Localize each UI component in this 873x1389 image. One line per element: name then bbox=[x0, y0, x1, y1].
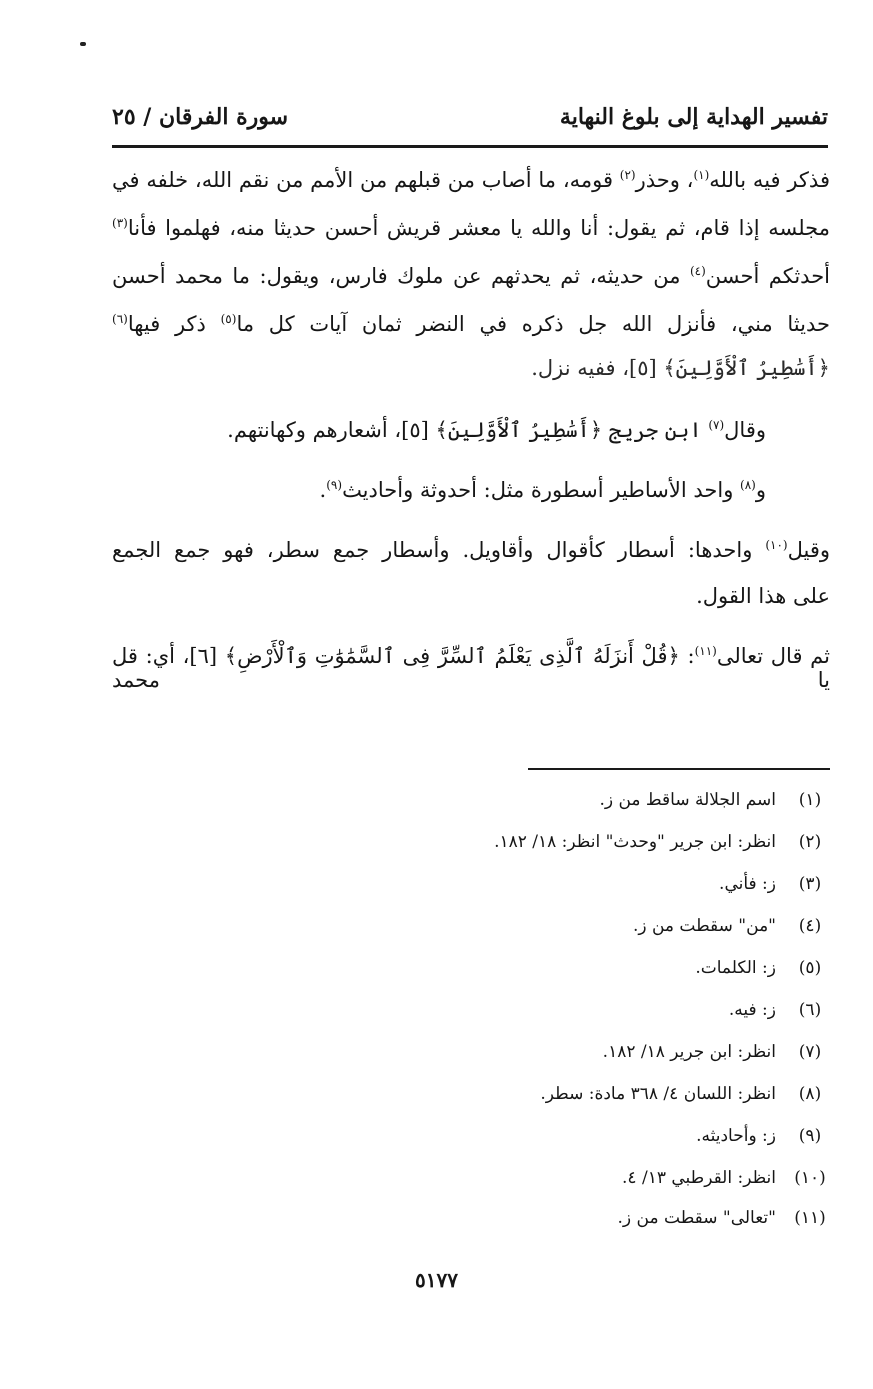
text-line-3: أحدثكم أحسن$^{(٤)}$ من حديثه، ثم يحدثهم عن ملوك فارس، ويقول: ما محمد أحسن bbox=[112, 264, 831, 288]
scan-speck bbox=[80, 42, 86, 46]
paragraph-qila-line-2: على هذا القول. bbox=[696, 584, 830, 608]
footnote-rule bbox=[528, 768, 830, 770]
footnote-3: (٣)ز: فأني. bbox=[719, 874, 822, 894]
footnote-10: (١٠)انظر: القرطبي ١٣/ ٤. bbox=[622, 1168, 826, 1188]
text-line-5: ﴿أَسَٰطِيرُ ٱلْأَوَّلِينَ﴾ [٥]، ففيه نزل. bbox=[531, 356, 830, 380]
book-title: تفسير الهداية إلى بلوغ النهاية bbox=[559, 104, 828, 130]
footnote-11: (١١)"تعالى" سقطت من ز. bbox=[617, 1208, 826, 1228]
paragraph-asatir: و$^{(٨)}$ واحد الأساطير أسطورة مثل: أحدوثة وأحاديث$^{(٩)}$. bbox=[319, 478, 766, 502]
text-line-4: حديثا مني، فأنزل الله جل ذكره في النضر ثمان آيات كل ما$^{(٥)}$ ذكر فيها$^{(٦)}$ bbox=[112, 312, 830, 336]
footnote-7: (٧)انظر: ابن جرير ١٨/ ١٨٢. bbox=[602, 1042, 822, 1062]
running-header bbox=[112, 104, 828, 144]
page-number: ٥١٧٧ bbox=[415, 1268, 458, 1292]
footnote-4: (٤)"من" سقطت من ز. bbox=[632, 916, 822, 936]
paragraph-qila-line-1: وقيل$^{(١٠)}$ واحدها: أسطار كأقوال وأقاويل. وأسطار جمع سطر، فهو جمع الجمع bbox=[112, 538, 830, 562]
footnote-5: (٥)ز: الكلمات. bbox=[695, 958, 822, 978]
text-line-2: مجلسه إذا قام، ثم يقول: أنا والله يا معشر قريش أحسن حديثا منه، فهلموا فأنا$^{(٣)}$ bbox=[112, 216, 830, 240]
footnote-6: (٦)ز: فيه. bbox=[728, 1000, 822, 1020]
footnote-9: (٩)ز: وأحاديثه. bbox=[696, 1126, 822, 1146]
footnote-1: (١)اسم الجلالة ساقط من ز. bbox=[599, 790, 822, 810]
paragraph-qul: ثم قال تعالى$^{(١١)}$: ﴿قُلْ أَنزَلَهُ ٱلَّذِى يَعْلَمُ ٱلسِّرَّ فِى ٱلسَّمَٰوَٰتِ وَٱلْأَرْضِ﴾ [٦]، أي: قل يا محمد bbox=[112, 644, 830, 692]
footnote-8: (٨)انظر: اللسان ٤/ ٣٦٨ مادة: سطر. bbox=[540, 1084, 822, 1104]
surah-page-label: سورة الفرقان / ٢٥ bbox=[112, 104, 289, 130]
paragraph-ibn-jurayj: وقال$^{(٧)}$ ابن جريج ﴿أَسَٰطِيرُ ٱلْأَوَّلِينَ﴾ [٥]، أشعارهم وكهانتهم. bbox=[227, 418, 766, 442]
header-rule bbox=[112, 145, 828, 148]
text-line-1: فذكر فيه بالله$^{(١)}$، وحذر$^{(٢)}$ قومه، ما أصاب من قبلهم من الأمم من نقم الله، خلفه في bbox=[112, 168, 830, 192]
footnote-2: (٢)انظر: ابن جرير "وحدث" انظر: ١٨/ ١٨٢. bbox=[494, 832, 822, 852]
